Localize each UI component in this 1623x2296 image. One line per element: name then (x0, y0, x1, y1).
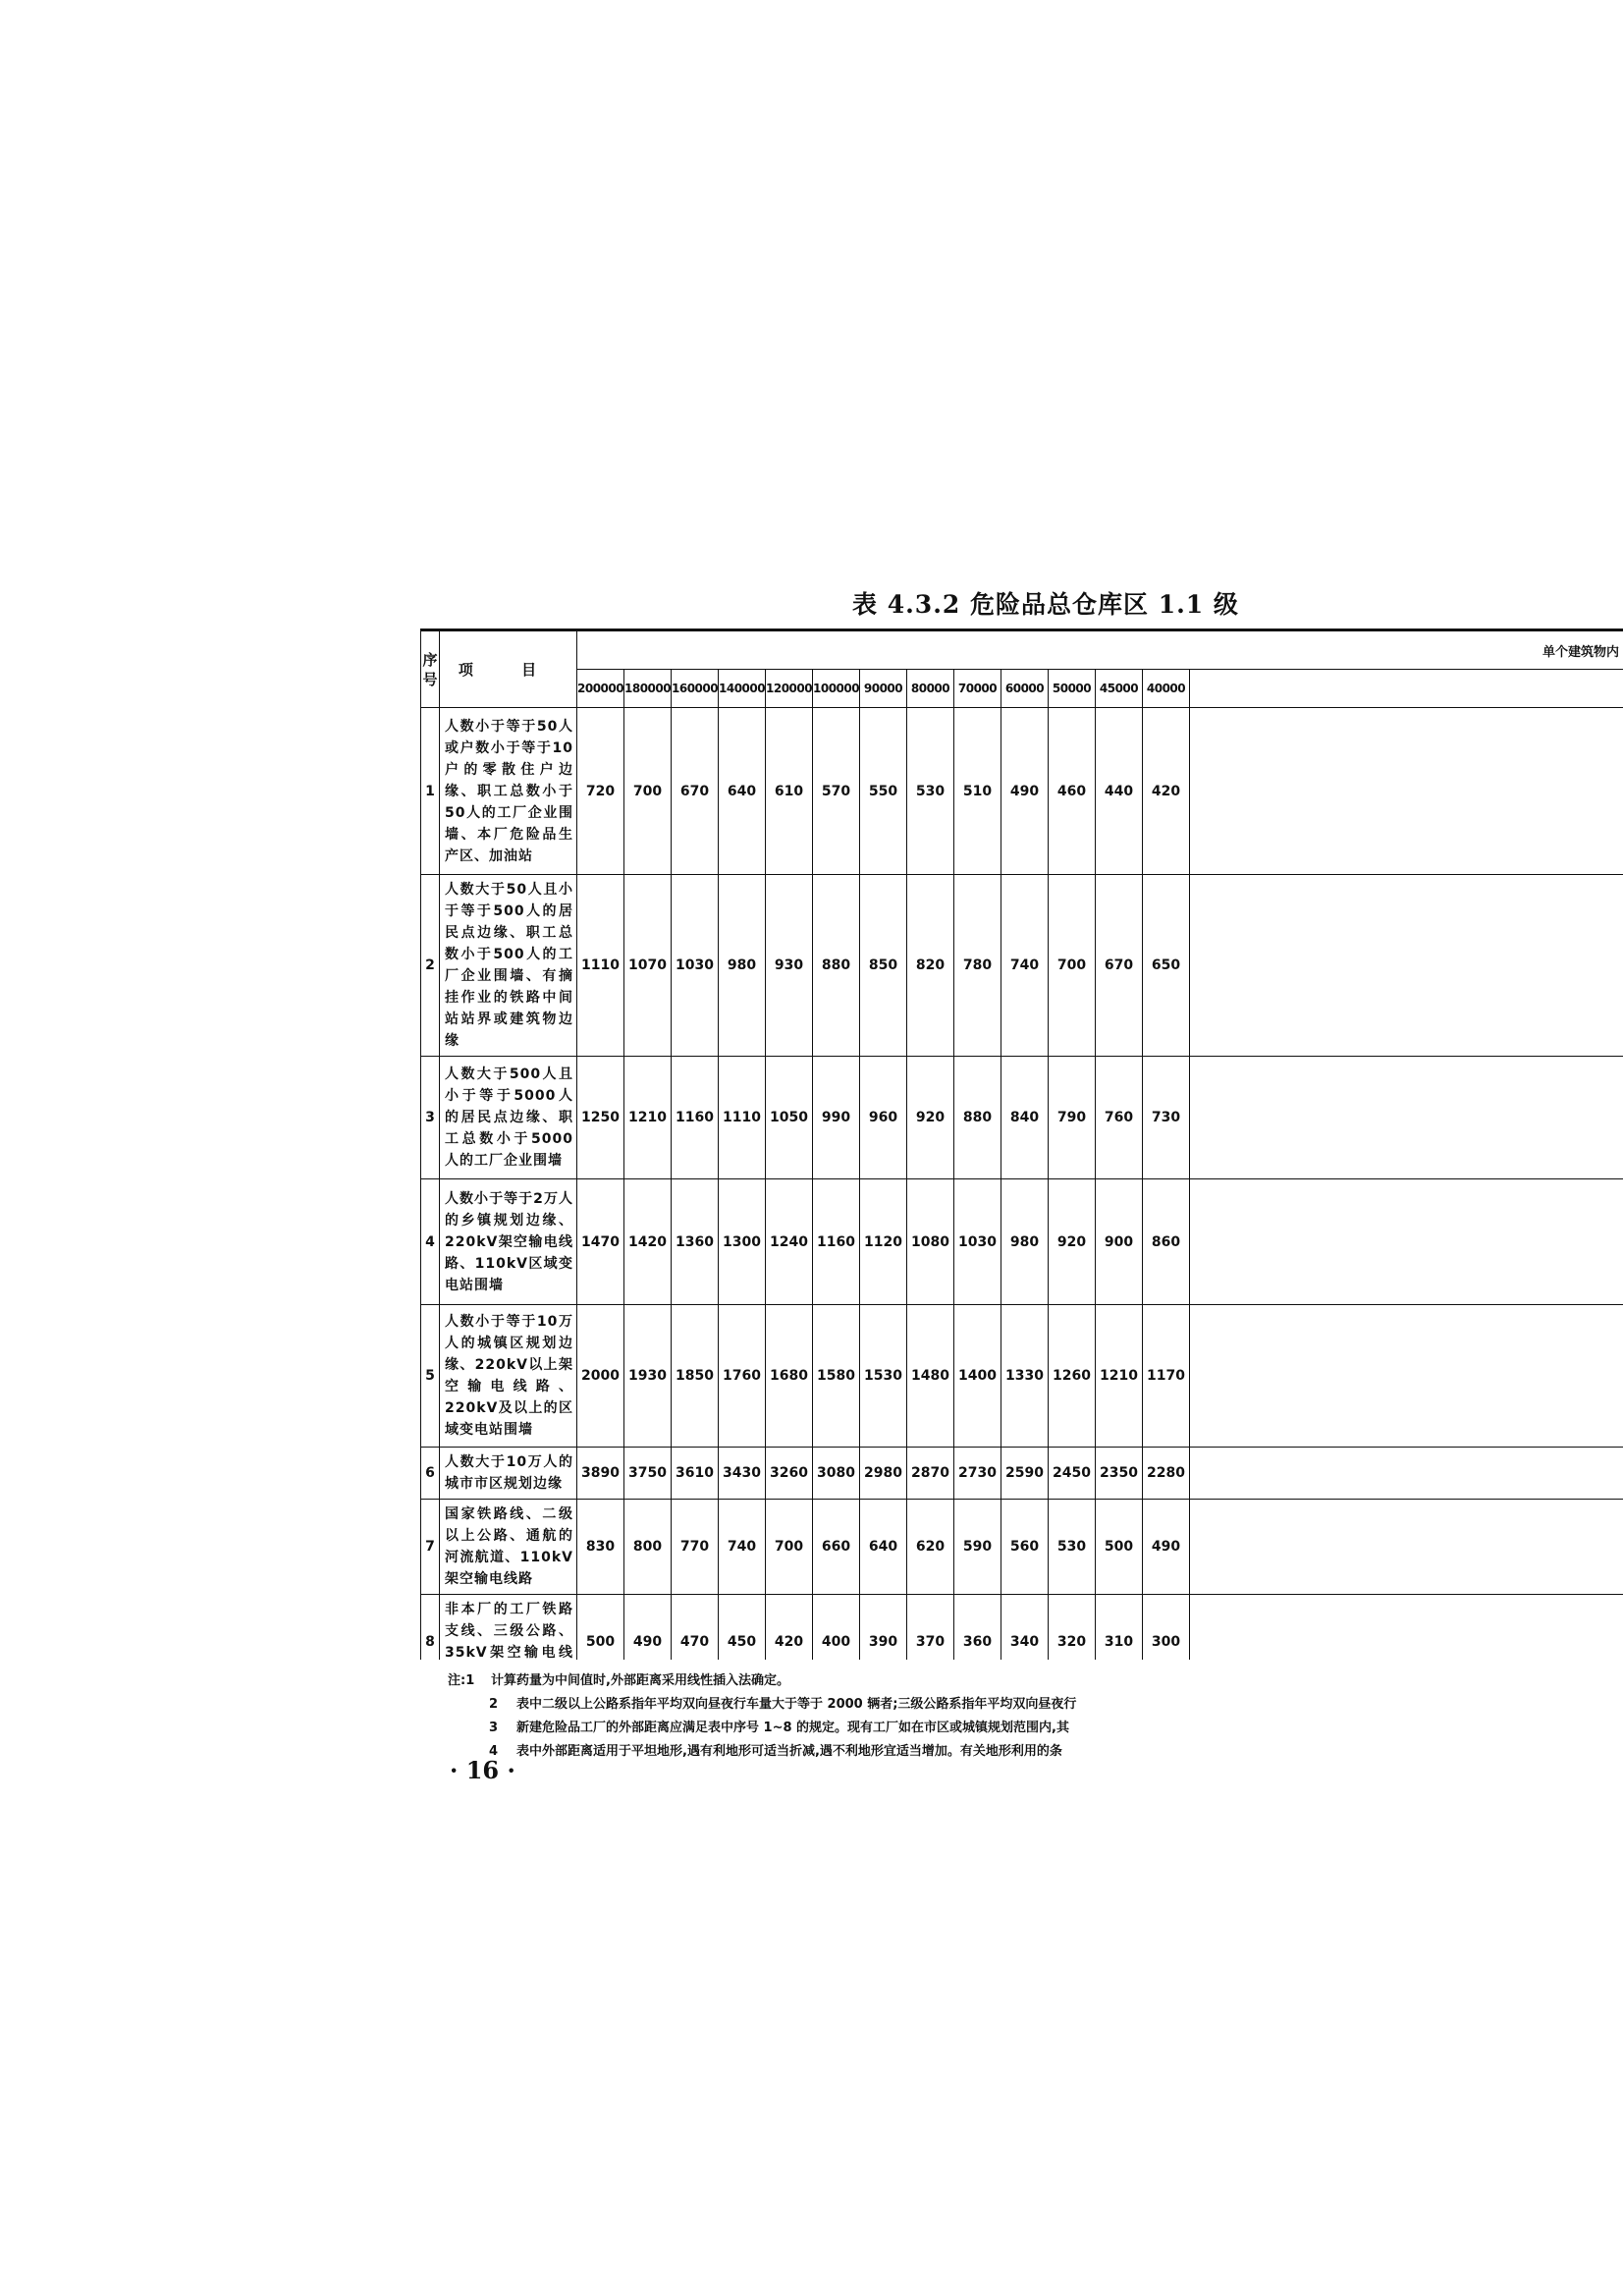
row-value: 1110 (577, 875, 624, 1057)
row-value: 1930 (624, 1305, 672, 1448)
row-value: 850 (860, 875, 907, 1057)
note-text: 表中外部距离适用于平坦地形,遇有利地形可适当折减,遇不利地形宜适当增加。有关地形利用的条 (516, 1744, 1062, 1759)
row-value: 470 (672, 1595, 719, 1661)
row-value: 1360 (672, 1179, 719, 1305)
row-filler (1190, 1057, 1623, 1179)
note-line (448, 1693, 1623, 1717)
note-text: 新建危险品工厂的外部距离应满足表中序号 1~8 的规定。现有工厂如在市区或城镇规划范围内,其 (516, 1721, 1069, 1735)
column-header: 180000 (624, 670, 672, 708)
table-row (421, 708, 1623, 875)
item-header: 项 目 (440, 631, 577, 708)
row-value: 2590 (1001, 1448, 1049, 1500)
row-value: 860 (1143, 1179, 1190, 1305)
column-header-row (421, 670, 1623, 708)
row-value: 500 (1096, 1500, 1143, 1595)
row-value: 740 (719, 1500, 766, 1595)
row-value: 530 (907, 708, 954, 875)
row-value: 460 (1049, 708, 1096, 875)
row-seq: 8 (421, 1595, 440, 1661)
row-value: 880 (954, 1057, 1001, 1179)
row-value: 1080 (907, 1179, 954, 1305)
row-value: 3430 (719, 1448, 766, 1500)
row-value: 2730 (954, 1448, 1001, 1500)
row-value: 720 (577, 708, 624, 875)
column-header: 160000 (672, 670, 719, 708)
row-seq: 1 (421, 708, 440, 875)
row-value: 500 (577, 1595, 624, 1661)
row-value: 1110 (719, 1057, 766, 1179)
note-number: 2 (489, 1697, 499, 1712)
row-value: 1850 (672, 1305, 719, 1448)
row-value: 620 (907, 1500, 954, 1595)
column-header: 60000 (1001, 670, 1049, 708)
row-value: 3260 (766, 1448, 813, 1500)
row-filler (1190, 1595, 1623, 1661)
row-value: 650 (1143, 875, 1190, 1057)
table-row (421, 1057, 1623, 1179)
row-value: 1680 (766, 1305, 813, 1448)
row-value: 2350 (1096, 1448, 1143, 1500)
row-value: 340 (1001, 1595, 1049, 1661)
row-value: 300 (1143, 1595, 1190, 1661)
table-row (421, 1305, 1623, 1448)
row-value: 360 (954, 1595, 1001, 1661)
row-value: 2450 (1049, 1448, 1096, 1500)
distance-table-wrapper (420, 629, 1623, 1660)
row-value: 1250 (577, 1057, 624, 1179)
row-value: 1050 (766, 1057, 813, 1179)
row-value: 1070 (624, 875, 672, 1057)
row-value: 780 (954, 875, 1001, 1057)
unit-header: 单个建筑物内 (577, 631, 1623, 670)
row-value: 610 (766, 708, 813, 875)
row-filler (1190, 1448, 1623, 1500)
column-header: 200000 (577, 670, 624, 708)
note-text: 计算药量为中间值时,外部距离采用线性插入法确定。 (491, 1673, 789, 1688)
row-item: 人数大于10万人的城市市区规划边缘 (440, 1448, 577, 1500)
note-number: 3 (489, 1721, 499, 1735)
column-header: 120000 (766, 670, 813, 708)
row-value: 370 (907, 1595, 954, 1661)
row-filler (1190, 708, 1623, 875)
row-filler (1190, 1179, 1623, 1305)
row-value: 920 (1049, 1179, 1096, 1305)
row-value: 1260 (1049, 1305, 1096, 1448)
row-value: 3610 (672, 1448, 719, 1500)
row-item: 国家铁路线、二级以上公路、通航的河流航道、110kV架空输电线路 (440, 1500, 577, 1595)
row-value: 530 (1049, 1500, 1096, 1595)
page-number: · 16 · (450, 1756, 515, 1784)
row-seq: 3 (421, 1057, 440, 1179)
note-line (448, 1669, 1623, 1693)
row-value: 1240 (766, 1179, 813, 1305)
row-value: 1400 (954, 1305, 1001, 1448)
row-value: 2980 (860, 1448, 907, 1500)
table-body (421, 708, 1623, 1661)
row-value: 3750 (624, 1448, 672, 1500)
column-header: 45000 (1096, 670, 1143, 708)
row-value: 1470 (577, 1179, 624, 1305)
column-header: 100000 (813, 670, 860, 708)
column-header: 50000 (1049, 670, 1096, 708)
column-header: 140000 (719, 670, 766, 708)
row-value: 420 (766, 1595, 813, 1661)
row-value: 670 (672, 708, 719, 875)
row-value: 490 (624, 1595, 672, 1661)
row-seq: 7 (421, 1500, 440, 1595)
table-row (421, 1179, 1623, 1305)
row-value: 1030 (954, 1179, 1001, 1305)
row-value: 450 (719, 1595, 766, 1661)
row-value: 570 (813, 708, 860, 875)
row-item: 人数小于等于10万人的城镇区规划边缘、220kV以上架空输电线路、220kV及以上的区域变电站围墙 (440, 1305, 577, 1448)
row-value: 1170 (1143, 1305, 1190, 1448)
row-filler (1190, 1305, 1623, 1448)
row-value: 2870 (907, 1448, 954, 1500)
row-seq: 2 (421, 875, 440, 1057)
row-value: 490 (1001, 708, 1049, 875)
row-value: 320 (1049, 1595, 1096, 1661)
row-value: 1120 (860, 1179, 907, 1305)
row-value: 1580 (813, 1305, 860, 1448)
row-value: 990 (813, 1057, 860, 1179)
row-value: 1330 (1001, 1305, 1049, 1448)
row-value: 400 (813, 1595, 860, 1661)
table-row (421, 1595, 1623, 1661)
row-item: 人数大于500人且小于等于5000人的居民点边缘、职工总数小于5000人的工厂企业围墙 (440, 1057, 577, 1179)
row-value: 440 (1096, 708, 1143, 875)
row-value: 800 (624, 1500, 672, 1595)
note-line (448, 1740, 1623, 1764)
row-value: 510 (954, 708, 1001, 875)
row-value: 640 (860, 1500, 907, 1595)
row-value: 1160 (813, 1179, 860, 1305)
table-title: 表 4.3.2 危险品总仓库区 1.1 级 (852, 590, 1239, 619)
column-header: 80000 (907, 670, 954, 708)
row-value: 1530 (860, 1305, 907, 1448)
row-filler (1190, 875, 1623, 1057)
row-value: 590 (954, 1500, 1001, 1595)
row-value: 960 (860, 1057, 907, 1179)
row-value: 670 (1096, 875, 1143, 1057)
row-seq: 6 (421, 1448, 440, 1500)
row-item: 非本厂的工厂铁路支线、三级公路、35kV架空输电线 (440, 1595, 577, 1661)
row-filler (1190, 1500, 1623, 1595)
row-value: 550 (860, 708, 907, 875)
row-value: 1210 (624, 1057, 672, 1179)
row-value: 1210 (1096, 1305, 1143, 1448)
row-value: 310 (1096, 1595, 1143, 1661)
row-value: 560 (1001, 1500, 1049, 1595)
row-seq: 4 (421, 1179, 440, 1305)
column-header: 90000 (860, 670, 907, 708)
row-value: 700 (1049, 875, 1096, 1057)
row-value: 3890 (577, 1448, 624, 1500)
row-value: 920 (907, 1057, 954, 1179)
row-value: 930 (766, 875, 813, 1057)
row-value: 3080 (813, 1448, 860, 1500)
row-value: 980 (1001, 1179, 1049, 1305)
row-value: 700 (624, 708, 672, 875)
row-value: 820 (907, 875, 954, 1057)
row-value: 660 (813, 1500, 860, 1595)
row-value: 390 (860, 1595, 907, 1661)
row-item: 人数大于50人且小于等于500人的居民点边缘、职工总数小于500人的工厂企业围墙、有摘挂作业的铁路中间站站界或建筑物边缘 (440, 875, 577, 1057)
column-header: 40000 (1143, 670, 1190, 708)
row-value: 2280 (1143, 1448, 1190, 1500)
row-value: 760 (1096, 1057, 1143, 1179)
table-row (421, 1448, 1623, 1500)
row-value: 740 (1001, 875, 1049, 1057)
row-value: 1160 (672, 1057, 719, 1179)
table-row (421, 875, 1623, 1057)
note-number: 注:1 (448, 1673, 475, 1688)
row-value: 1480 (907, 1305, 954, 1448)
row-value: 730 (1143, 1057, 1190, 1179)
row-value: 980 (719, 875, 766, 1057)
row-item: 人数小于等于50人或户数小于等于10户的零散住户边缘、职工总数小于50人的工厂企业围墙、本厂危险品生产区、加油站 (440, 708, 577, 875)
note-number: 4 (489, 1744, 499, 1759)
row-value: 1300 (719, 1179, 766, 1305)
row-value: 770 (672, 1500, 719, 1595)
note-line (448, 1717, 1623, 1740)
row-value: 2000 (577, 1305, 624, 1448)
row-value: 830 (577, 1500, 624, 1595)
seq-header: 序号 (421, 631, 440, 708)
row-seq: 5 (421, 1305, 440, 1448)
row-value: 1420 (624, 1179, 672, 1305)
row-item: 人数小于等于2万人的乡镇规划边缘、220kV架空输电线路、110kV区域变电站围墙 (440, 1179, 577, 1305)
column-header: 70000 (954, 670, 1001, 708)
distance-table (420, 630, 1623, 1660)
row-value: 840 (1001, 1057, 1049, 1179)
row-value: 490 (1143, 1500, 1190, 1595)
row-value: 1030 (672, 875, 719, 1057)
row-value: 790 (1049, 1057, 1096, 1179)
row-value: 700 (766, 1500, 813, 1595)
row-value: 1760 (719, 1305, 766, 1448)
row-value: 900 (1096, 1179, 1143, 1305)
table-notes (448, 1669, 1623, 1764)
row-value: 880 (813, 875, 860, 1057)
note-text: 表中二级以上公路系指年平均双向昼夜行车量大于等于 2000 辆者;三级公路系指年平均双向昼夜行 (516, 1697, 1077, 1712)
row-value: 640 (719, 708, 766, 875)
column-header-filler (1190, 670, 1623, 708)
table-row (421, 1500, 1623, 1595)
row-value: 420 (1143, 708, 1190, 875)
